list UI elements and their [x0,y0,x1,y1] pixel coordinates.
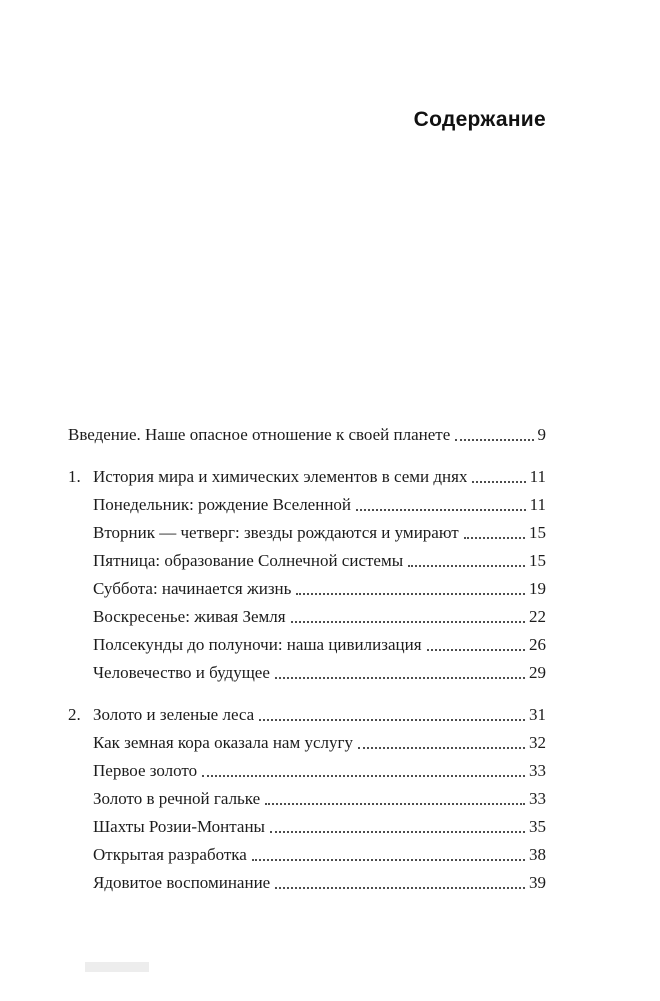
dotted-leader [427,649,525,651]
toc-chapter-row [68,462,546,490]
toc-entry-label: Полсекунды до полуночи: наша цивилизация [93,635,422,654]
toc-entry-page: 11 [529,467,546,486]
toc-entry-page: 9 [537,425,546,444]
toc-entry-label: Воскресенье: живая Земля [93,607,286,626]
toc-entry-label: Золото в речной гальке [93,789,261,808]
toc-entry-page: 38 [529,845,546,864]
dotted-leader [356,509,526,511]
toc-entry-page: 33 [529,789,546,808]
dotted-leader [275,677,525,679]
dotted-leader [455,439,533,441]
dotted-leader [408,565,525,567]
footer-watermark [85,962,149,972]
dotted-leader [464,537,525,539]
toc-item-row [93,574,546,602]
toc-entry-label: Введение. Наше опасное отношение к своей планете [68,425,451,444]
toc-item-row [93,490,546,518]
chapter-number: 2. [68,705,81,724]
toc-entry-page: 19 [529,579,546,598]
toc-entry-label: Шахты Розии-Монтаны [93,817,265,836]
toc-entry-intro [68,420,546,448]
toc-item-row [93,784,546,812]
dotted-leader [270,831,525,833]
toc-item-row [93,658,546,686]
toc-chapter-row [68,700,546,728]
toc-entry-page: 32 [529,733,546,752]
toc-item-row [93,756,546,784]
table-of-contents [68,420,546,896]
toc-section-2 [68,700,546,896]
toc-item-row [93,546,546,574]
chapter-title: История мира и химических элементов в семи днях [93,467,468,486]
dotted-leader [259,719,525,721]
toc-entry-label: Пятница: образование Солнечной системы [93,551,404,570]
dotted-leader [252,859,525,861]
toc-item-row [93,868,546,896]
dotted-leader [265,803,525,805]
toc-entry-label: Вторник — четверг: звезды рождаются и умирают [93,523,459,542]
toc-entry-page: 39 [529,873,546,892]
chapter-title: Золото и зеленые леса [93,705,255,724]
toc-entry-page: 22 [529,607,546,626]
dotted-leader [275,887,525,889]
toc-entry-page: 29 [529,663,546,682]
toc-item-row [93,812,546,840]
dotted-leader [472,481,525,483]
toc-entry-page: 35 [529,817,546,836]
toc-entry-label: Ядовитое воспоминание [93,873,271,892]
toc-entry-label: Суббота: начинается жизнь [93,579,292,598]
toc-entry-page: 15 [529,523,546,542]
toc-entry-page: 15 [529,551,546,570]
toc-entry-page: 11 [529,495,546,514]
page-title: Содержание [413,108,546,131]
toc-entry-label: Человечество и будущее [93,663,270,682]
toc-entry-label: Первое золото [93,761,198,780]
toc-entry-page: 31 [529,705,546,724]
toc-entry-label: Открытая разработка [93,845,247,864]
toc-entry-page: 33 [529,761,546,780]
toc-section-1 [68,462,546,686]
chapter-number: 1. [68,467,81,486]
toc-item-row [93,840,546,868]
dotted-leader [291,621,525,623]
dotted-leader [358,747,525,749]
toc-item-row [93,630,546,658]
toc-item-row [93,518,546,546]
dotted-leader [202,775,525,777]
toc-entry-label: Понедельник: рождение Вселенной [93,495,352,514]
toc-item-row [93,728,546,756]
toc-entry-page: 26 [529,635,546,654]
toc-entry-label: Как земная кора оказала нам услугу [93,733,353,752]
dotted-leader [296,593,525,595]
toc-item-row [93,602,546,630]
